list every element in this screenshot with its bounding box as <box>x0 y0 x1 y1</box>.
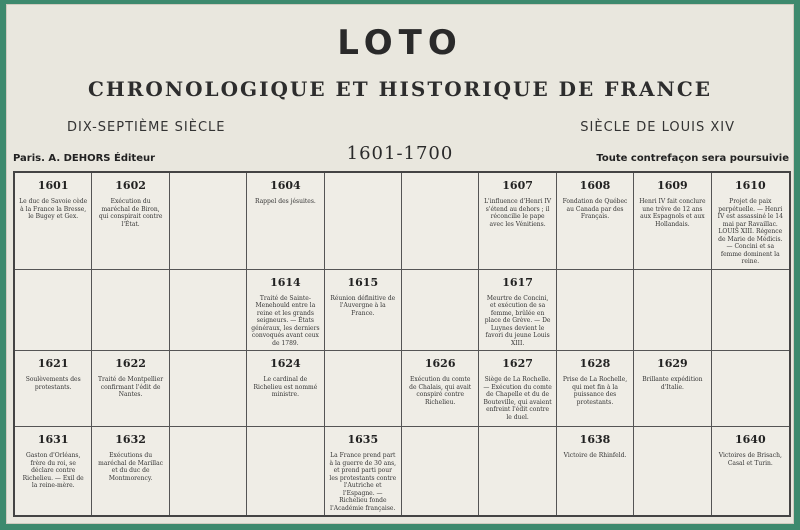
cell-event-text: Prise de La Rochelle, qui met fin à la puissance des protestants. <box>562 376 628 406</box>
grid-cell-1629 <box>634 351 711 427</box>
grid-cell-1610 <box>712 173 789 270</box>
grid-cell-1601 <box>15 173 92 270</box>
cell-event-text: L'influence d'Henri IV s'étend au dehors ; il réconcilie le pape avec les Vénitiens. <box>484 198 552 228</box>
cell-year: 1626 <box>424 357 456 370</box>
grid-cell-empty <box>15 270 92 352</box>
page-title: LOTO <box>337 23 463 63</box>
grid-cell-empty <box>92 270 169 352</box>
loto-card <box>6 4 794 524</box>
grid-cell-empty <box>247 427 324 515</box>
cell-event-text: Siège de La Rochelle. — Exécution du comte de Chapelle et du de Bouteville, qui avaient enfreint l'édit contre le duel. <box>483 376 552 421</box>
cell-event-text: Fondation de Québec au Canada par des Français. <box>562 198 628 220</box>
grid-cell-1627 <box>479 351 556 427</box>
century-label: DIX-SEPTIÈME SIÈCLE <box>67 120 226 135</box>
loto-grid <box>13 171 791 517</box>
cell-event-text: Exécution du comte de Chalais, qui avait conspiré contre Richelieu. <box>409 376 472 406</box>
cell-year: 1635 <box>347 433 379 446</box>
cell-event-text: Projet de paix perpétuelle. — Henri IV est assassiné le 14 mai par Ravaillac. LOUIS XIII. Régence de Marie de Médicis. — Concini et sa femme dominent la reine. <box>717 198 783 265</box>
grid-cell-empty <box>557 270 634 352</box>
cell-year: 1629 <box>657 357 688 370</box>
cell-event-text: Réunion définitive de l'Auvergne à la France. <box>330 294 396 317</box>
grid-cell-empty <box>634 427 711 515</box>
grid-cell-1638 <box>557 427 634 515</box>
cell-year: 1610 <box>734 179 766 192</box>
cell-event-text: Victoires de Brisach, Casal et Turin. <box>718 452 782 467</box>
cell-event-text: La France prend part à la guerre de 30 ans, et prend parti pour les protestants contre l'Autriche et l'Espagne. — Richelieu fonde l'Académie française. <box>329 452 397 512</box>
cell-event-text: Henri IV fait conclure une trêve de 12 ans aux Espagnols et aux Hollandais. <box>639 198 706 228</box>
grid-cell-empty <box>402 270 479 352</box>
grid-cell-empty <box>170 351 247 427</box>
grid-cell-1621 <box>15 351 92 427</box>
grid-cell-1632 <box>92 427 169 515</box>
cell-year: 1631 <box>37 433 69 446</box>
copyright-notice: Toute contrefaçon sera poursuivie <box>596 153 789 164</box>
cell-event-text: Exécutions du maréchal de Marillac et du duc de Montmorency. <box>98 452 164 482</box>
cell-year: 1615 <box>347 275 379 289</box>
grid-cell-1628 <box>557 351 634 427</box>
cell-year: 1602 <box>115 179 146 192</box>
grid-cell-1604 <box>247 173 324 270</box>
reign-label: SIÈCLE DE LOUIS XIV <box>580 120 735 135</box>
grid-cell-1631 <box>15 427 92 515</box>
grid-cell-empty <box>634 270 711 352</box>
grid-cell-empty <box>479 427 556 515</box>
cell-year: 1627 <box>502 357 533 370</box>
cell-year: 1628 <box>579 357 611 370</box>
cell-year: 1622 <box>115 357 146 370</box>
grid-cell-1624 <box>247 351 324 427</box>
cell-year: 1640 <box>734 433 766 446</box>
grid-cell-1622 <box>92 351 169 427</box>
cell-event-text: Gaston d'Orléans, frère du roi, se déclare contre Richelieu. — Exil de la reine-mère. <box>22 452 84 489</box>
grid-cell-empty <box>325 173 402 270</box>
cell-year: 1608 <box>579 179 611 192</box>
grid-cell-empty <box>170 270 247 352</box>
cell-year: 1617 <box>502 275 533 289</box>
cell-event-text: Traité de Sainte-Menehould entre la reine et les grands seigneurs. — États généraux, les derniers convoqués avant ceux de 1789. <box>251 294 320 347</box>
grid-cell-empty <box>170 173 247 270</box>
grid-cell-1635 <box>325 427 402 515</box>
publisher-line: Paris. A. DEHORS Éditeur <box>13 153 156 164</box>
cell-year: 1632 <box>115 433 146 446</box>
grid-cell-1626 <box>402 351 479 427</box>
cell-event-text: Brillante expédition d'Italie. <box>642 376 703 391</box>
grid-cell-empty <box>325 351 402 427</box>
cell-event-text: Traité de Montpellier confirmant l'édit de Nantes. <box>98 376 164 398</box>
grid-cell-empty <box>712 270 789 352</box>
cell-event-text: Le cardinal de Richelieu est nommé ministre. <box>253 376 318 398</box>
cell-year: 1624 <box>270 357 301 370</box>
grid-cell-empty <box>402 427 479 515</box>
cell-event-text: Soulèvements des protestants. <box>25 376 81 391</box>
cell-year: 1601 <box>37 179 69 192</box>
cell-year: 1609 <box>657 179 688 192</box>
cell-year: 1607 <box>502 179 533 192</box>
cell-year: 1614 <box>270 275 301 289</box>
grid-cell-1614 <box>247 270 324 352</box>
cell-event-text: Meurtre de Concini, et exécution de sa femme, brûlée en place de Grève. — De Luynes devient le favori du jeune Louis XIII. <box>484 294 551 347</box>
grid-cell-1609 <box>634 173 711 270</box>
grid-cell-empty <box>402 173 479 270</box>
grid-cell-empty <box>170 427 247 515</box>
cell-event-text: Victoire de Rhinfeld. <box>563 452 627 459</box>
period-range: 1601-1700 <box>346 143 454 164</box>
grid-cell-1607 <box>479 173 556 270</box>
grid-cell-1602 <box>92 173 169 270</box>
grid-cell-1640 <box>712 427 789 515</box>
cell-year: 1638 <box>579 433 611 446</box>
grid-cell-1615 <box>325 270 402 352</box>
cell-event-text: Le duc de Savoie cède à la France la Bresse, le Bugey et Gex. <box>19 198 88 220</box>
cell-event-text: Exécution du maréchal de Biron, qui conspirait contre l'État. <box>98 198 163 228</box>
grid-cell-empty <box>712 351 789 427</box>
grid-cell-1617 <box>479 270 556 352</box>
cell-year: 1604 <box>270 179 301 192</box>
cell-year: 1621 <box>37 357 69 370</box>
page-subtitle: CHRONOLOGIQUE ET HISTORIQUE DE FRANCE <box>87 77 713 101</box>
grid-cell-1608 <box>557 173 634 270</box>
cell-event-text: Rappel des jésuites. <box>254 198 316 205</box>
